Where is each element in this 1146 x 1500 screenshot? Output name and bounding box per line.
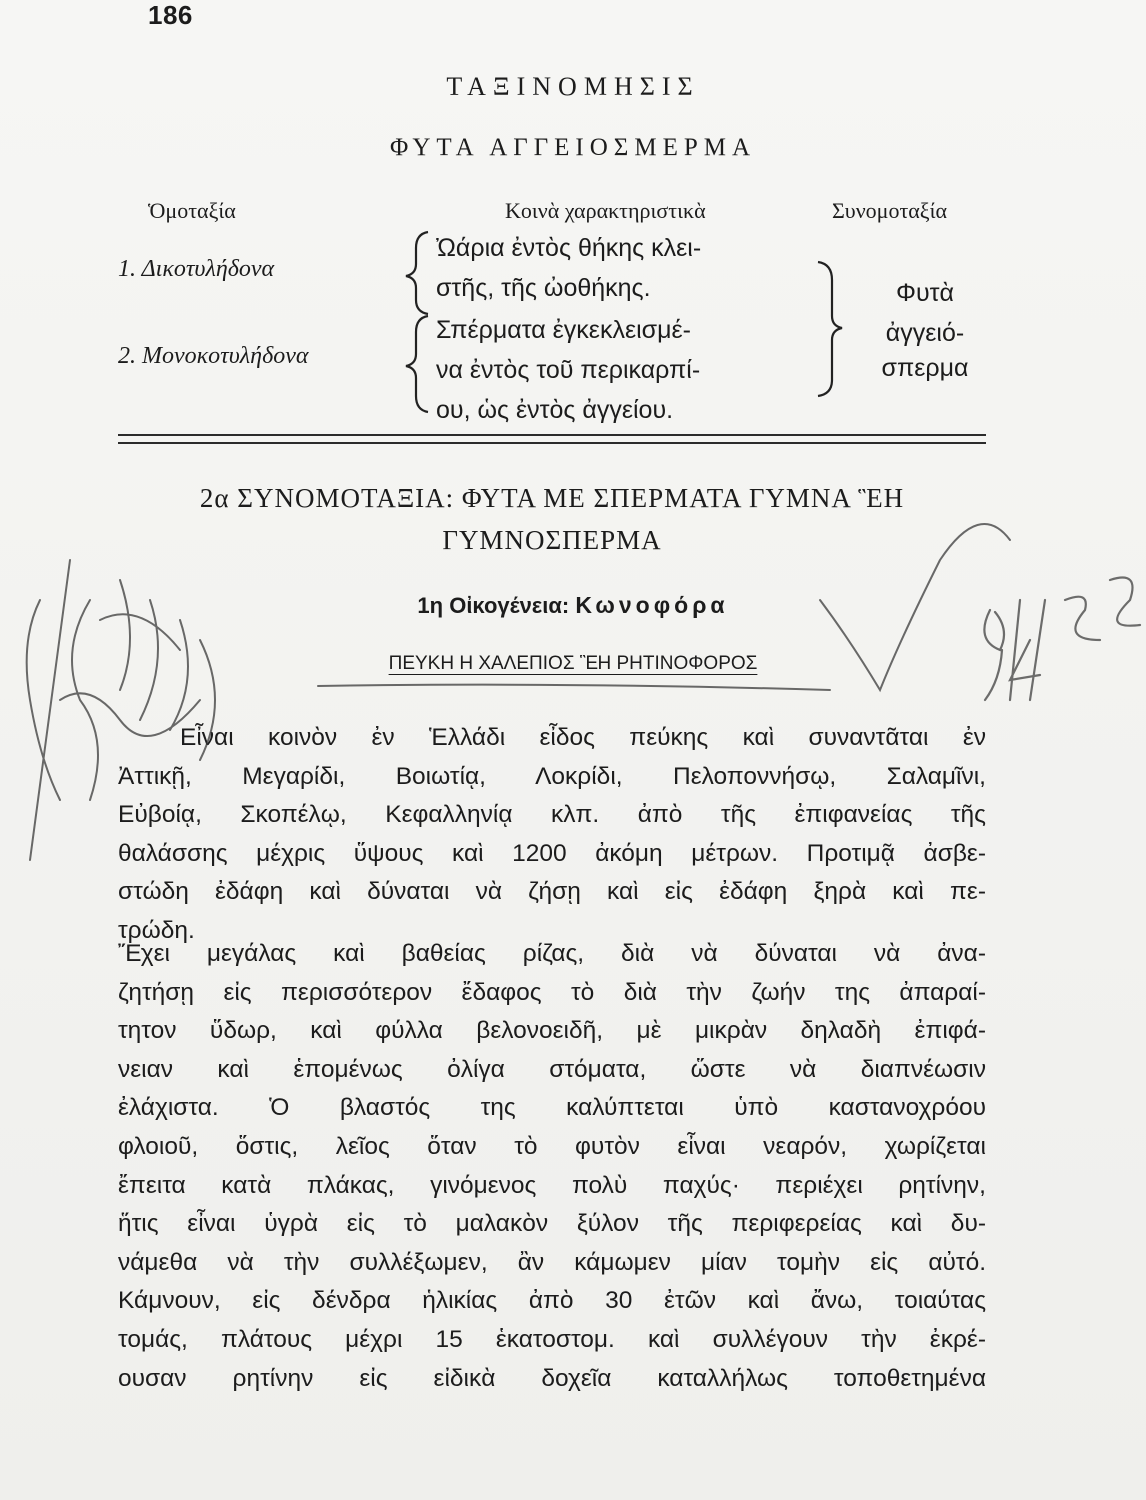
class-name-monocots: 2. Μονοκοτυλήδονα	[118, 343, 309, 369]
pencil-underline-stroke	[318, 685, 830, 690]
pencil-scribble-left	[27, 560, 215, 860]
trait-line: Ὠάρια ἐντὸς θήκης κλει-	[436, 234, 702, 262]
paragraph-line: θαλάσσης μέχρις ὕψους καὶ 1200 ἀκόμη μέτρων. Προτιμᾷ ἀσβε-	[118, 839, 986, 867]
class-name-dicots: 1. Δικοτυλήδονα	[118, 256, 275, 282]
paragraph-line: ουσαν ρητίνην εἰς εἰδικὰ δοχεῖα καταλλήλως τοποθετημένα	[118, 1364, 986, 1392]
paragraph-line: νειαν καὶ ἑπομένως ὀλίγα στόματα, ὥστε νὰ διαπνέωσιν	[118, 1055, 986, 1083]
paragraph-line: Ἀττικῇ, Μεγαρίδι, Βοιωτίᾳ, Λοκρίδι, Πελοποννήσῳ, Σαλαμῖνι,	[118, 762, 986, 790]
handwritten-date	[984, 578, 1140, 701]
paragraph-line: τρώδη.	[118, 916, 195, 944]
paragraph-line: στώδη ἐδάφη καὶ δύναται νὰ ζήσῃ καὶ εἰς ἐδάφη ξηρὰ καὶ πε-	[118, 878, 986, 906]
paragraph-line: νάμεθα νὰ τὴν συλλέξωμεν, ἂν κάμωμεν μίαν τομὴν εἰς αὐτό.	[118, 1248, 986, 1276]
paragraph-line: ἐλάχιστα. Ὁ βλαστός της καλύπτεται ὑπὸ καστανοχρόου	[118, 1094, 986, 1122]
main-title: ΤΑΞΙΝΟΜΗΣΙΣ	[446, 72, 700, 101]
main-subtitle: ΦΥΤΑ ΑΓΓΕΙΟΣΜΕΡΜΑ	[389, 134, 757, 161]
division-result-line: ἀγγειό-	[885, 319, 965, 347]
trait-line: Σπέρματα ἐγκεκλεισμέ-	[436, 316, 691, 344]
family-prefix: 1η Οἰκογένεια:	[417, 593, 570, 618]
family-name: Κωνοφόρα	[575, 592, 729, 618]
division-result-line: Φυτὰ	[896, 279, 954, 307]
paragraph-line: τητον ὕδωρ, καὶ φύλλα βελονοειδῆ, μὲ μικρὰν δηλαδὴ ἐπιφά-	[118, 1017, 986, 1045]
column-header-traits: Κοινὰ χαρακτηριστικὰ	[505, 198, 706, 223]
trait-line: στῆς, τῆς ὠοθήκης.	[436, 274, 651, 302]
paragraph-line: ἔπειτα κατὰ πλάκας, γινόμενος πολὺ παχύς· περιέχει ρητίνην,	[118, 1171, 986, 1199]
paragraph-line: Ἔχει μεγάλας καὶ βαθείας ρίζας, διὰ νὰ δύναται νὰ ἀνα-	[118, 940, 986, 967]
paragraph-line: Εὐβοίᾳ, Σκοπέλῳ, Κεφαλληνίᾳ κλπ. ἀπὸ τῆς ἐπιφανείας τῆς	[118, 801, 986, 829]
paragraph-line: ζητήσῃ εἰς περισσότερον ἔδαφος τὸ διὰ τὴν ζωήν της ἀπαραί-	[118, 978, 986, 1006]
division-result-line: σπερμα	[881, 354, 969, 382]
paragraph-line: Εἶναι κοινὸν ἐν Ἑλλάδι εἶδος πεύκης καὶ συναντᾶται ἐν	[180, 724, 986, 751]
pencil-checkmark	[820, 524, 1010, 690]
column-header-division: Συνομοταξία	[832, 198, 948, 223]
paragraph-line: φλοιοῦ, ὅστις, λεῖος ὅταν τὸ φυτὸν εἶναι νεαρόν, χωρίζεται	[118, 1132, 986, 1160]
section-title-line: ΓΥΜΝΟΣΠΕΡΜΑ	[442, 525, 662, 555]
paragraph-line: ἥτις εἶναι ὑγρὰ εἰς τὸ μαλακὸν ξύλον τῆς περιφερείας καὶ δυ-	[118, 1210, 986, 1238]
trait-line: ου, ὡς ἐντὸς ἀγγείου.	[436, 396, 674, 424]
trait-line: να ἐντὸς τοῦ περικαρπί-	[436, 356, 701, 384]
page-number: 186	[148, 0, 193, 30]
column-header-class: Ὁμοταξία	[148, 198, 236, 223]
paragraph-line: Κάμνουν, εἰς δένδρα ἡλικίας ἀπὸ 30 ἐτῶν καὶ ἄνω, τοιαύτας	[118, 1287, 986, 1315]
species-title: ΠΕΥΚΗ Η ΧΑΛΕΠΙΟΣ ἛΗ ΡΗΤΙΝΟΦΟΡΟΣ	[388, 653, 758, 674]
section-title-line: 2α ΣΥΝΟΜΟΤΑΞΙΑ: ΦΥΤΑ ΜΕ ΣΠΕΡΜΑΤΑ ΓΥΜΝΑ ἛΗ	[199, 483, 905, 513]
paragraph-line: τομάς, πλάτους μέχρι 15 ἑκατοστομ. καὶ συλλέγουν τὴν ἐκρέ-	[118, 1325, 986, 1353]
